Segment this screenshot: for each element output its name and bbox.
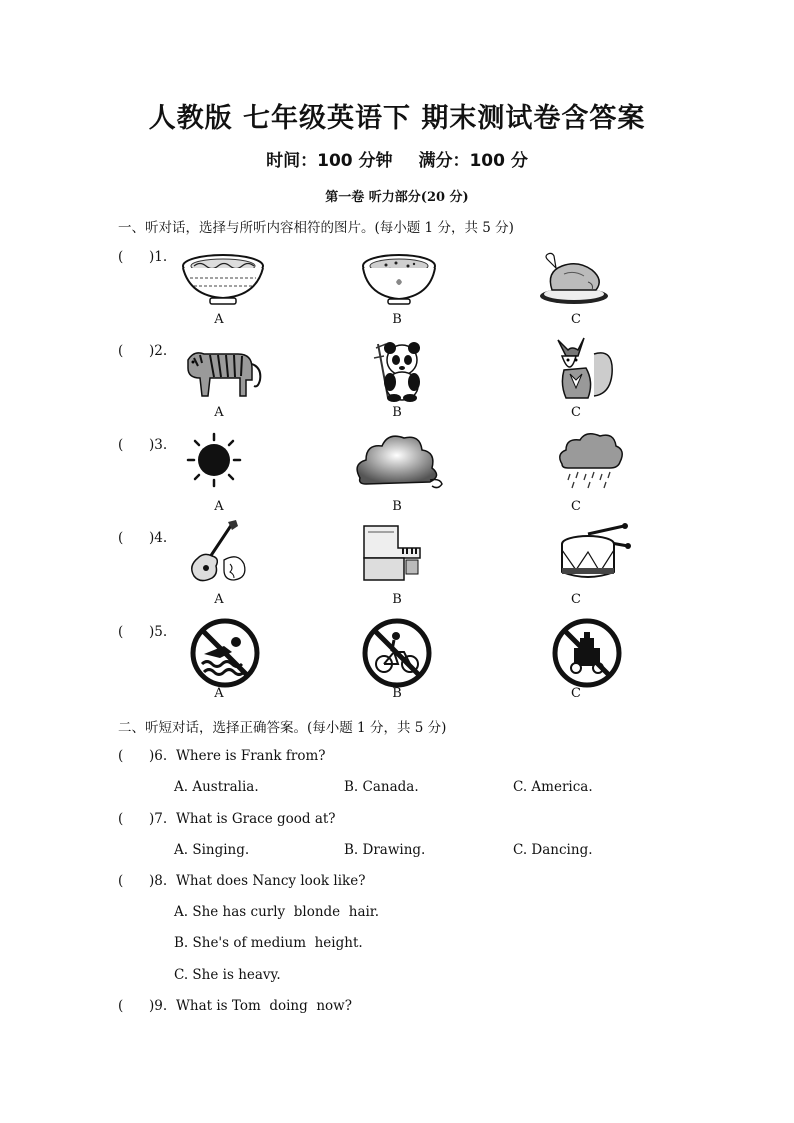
guitar-icon <box>184 520 252 586</box>
section-title: 第一卷 听力部分(20 分) <box>325 190 469 205</box>
sun-icon <box>186 432 242 488</box>
q8-text: What does Nancy look like? <box>176 873 366 889</box>
part1-heading: 一、听对话，选择与所听内容相符的图片。(每小题 1 分，共 5 分) <box>118 220 514 236</box>
time-limit: 时间：100 分钟 <box>266 151 393 171</box>
document-title: 人教版 七年级英语下 期末测试卷含答案 <box>148 103 646 134</box>
q8-option-a: A. She has curly blonde hair. <box>174 904 380 920</box>
cloud-icon <box>352 430 446 492</box>
drum-icon <box>558 524 630 584</box>
roast-chicken-icon <box>538 252 610 306</box>
noodle-bowl-icon <box>180 252 266 308</box>
q9-text: What is Tom doing now? <box>176 998 352 1014</box>
option-label: B <box>392 499 402 514</box>
fox-icon <box>548 334 616 404</box>
q9-number: ( )9. <box>118 998 168 1014</box>
q6-number: ( )6. <box>118 748 168 764</box>
q3-number: ( )3. <box>118 437 168 453</box>
option-label: B <box>392 592 402 607</box>
porridge-bowl-icon <box>360 252 438 308</box>
q7-option-b: B. Drawing. <box>344 842 426 858</box>
panda-icon <box>370 338 428 402</box>
q8-option-b: B. She's of medium height. <box>174 935 363 951</box>
q7-number: ( )7. <box>118 811 168 827</box>
q2-number: ( )2. <box>118 343 168 359</box>
piano-icon <box>358 522 426 584</box>
q6-option-a: A. Australia. <box>174 779 259 795</box>
q1-number: ( )1. <box>118 249 168 265</box>
q6-option-c: C. America. <box>513 779 593 795</box>
option-label: A <box>214 405 224 420</box>
tiger-icon <box>180 338 264 402</box>
option-label: C <box>571 592 581 607</box>
no-vehicle-icon <box>552 618 622 688</box>
q7-text: What is Grace good at? <box>176 811 336 827</box>
part2-heading: 二、听短对话，选择正确答案。(每小题 1 分，共 5 分) <box>118 720 447 736</box>
no-swimming-icon <box>190 618 260 688</box>
q7-option-c: C. Dancing. <box>513 842 593 858</box>
q8-number: ( )8. <box>118 873 168 889</box>
full-score: 满分：100 分 <box>418 151 528 171</box>
option-label: B <box>392 686 402 701</box>
q6-option-b: B. Canada. <box>344 779 419 795</box>
option-label: A <box>214 592 224 607</box>
option-label: A <box>214 499 224 514</box>
option-label: C <box>571 499 581 514</box>
option-label: A <box>214 312 224 327</box>
exam-info <box>0 146 794 171</box>
option-label: A <box>214 686 224 701</box>
option-label: B <box>392 405 402 420</box>
rain-cloud-icon <box>556 430 624 492</box>
option-label: C <box>571 312 581 327</box>
option-label: C <box>571 405 581 420</box>
q8-option-c: C. She is heavy. <box>174 967 281 983</box>
q7-option-a: A. Singing. <box>174 842 250 858</box>
option-label: C <box>571 686 581 701</box>
q5-number: ( )5. <box>118 624 168 640</box>
q4-number: ( )4. <box>118 530 168 546</box>
no-cycling-icon <box>362 618 432 688</box>
option-label: B <box>392 312 402 327</box>
q6-text: Where is Frank from? <box>176 748 326 764</box>
